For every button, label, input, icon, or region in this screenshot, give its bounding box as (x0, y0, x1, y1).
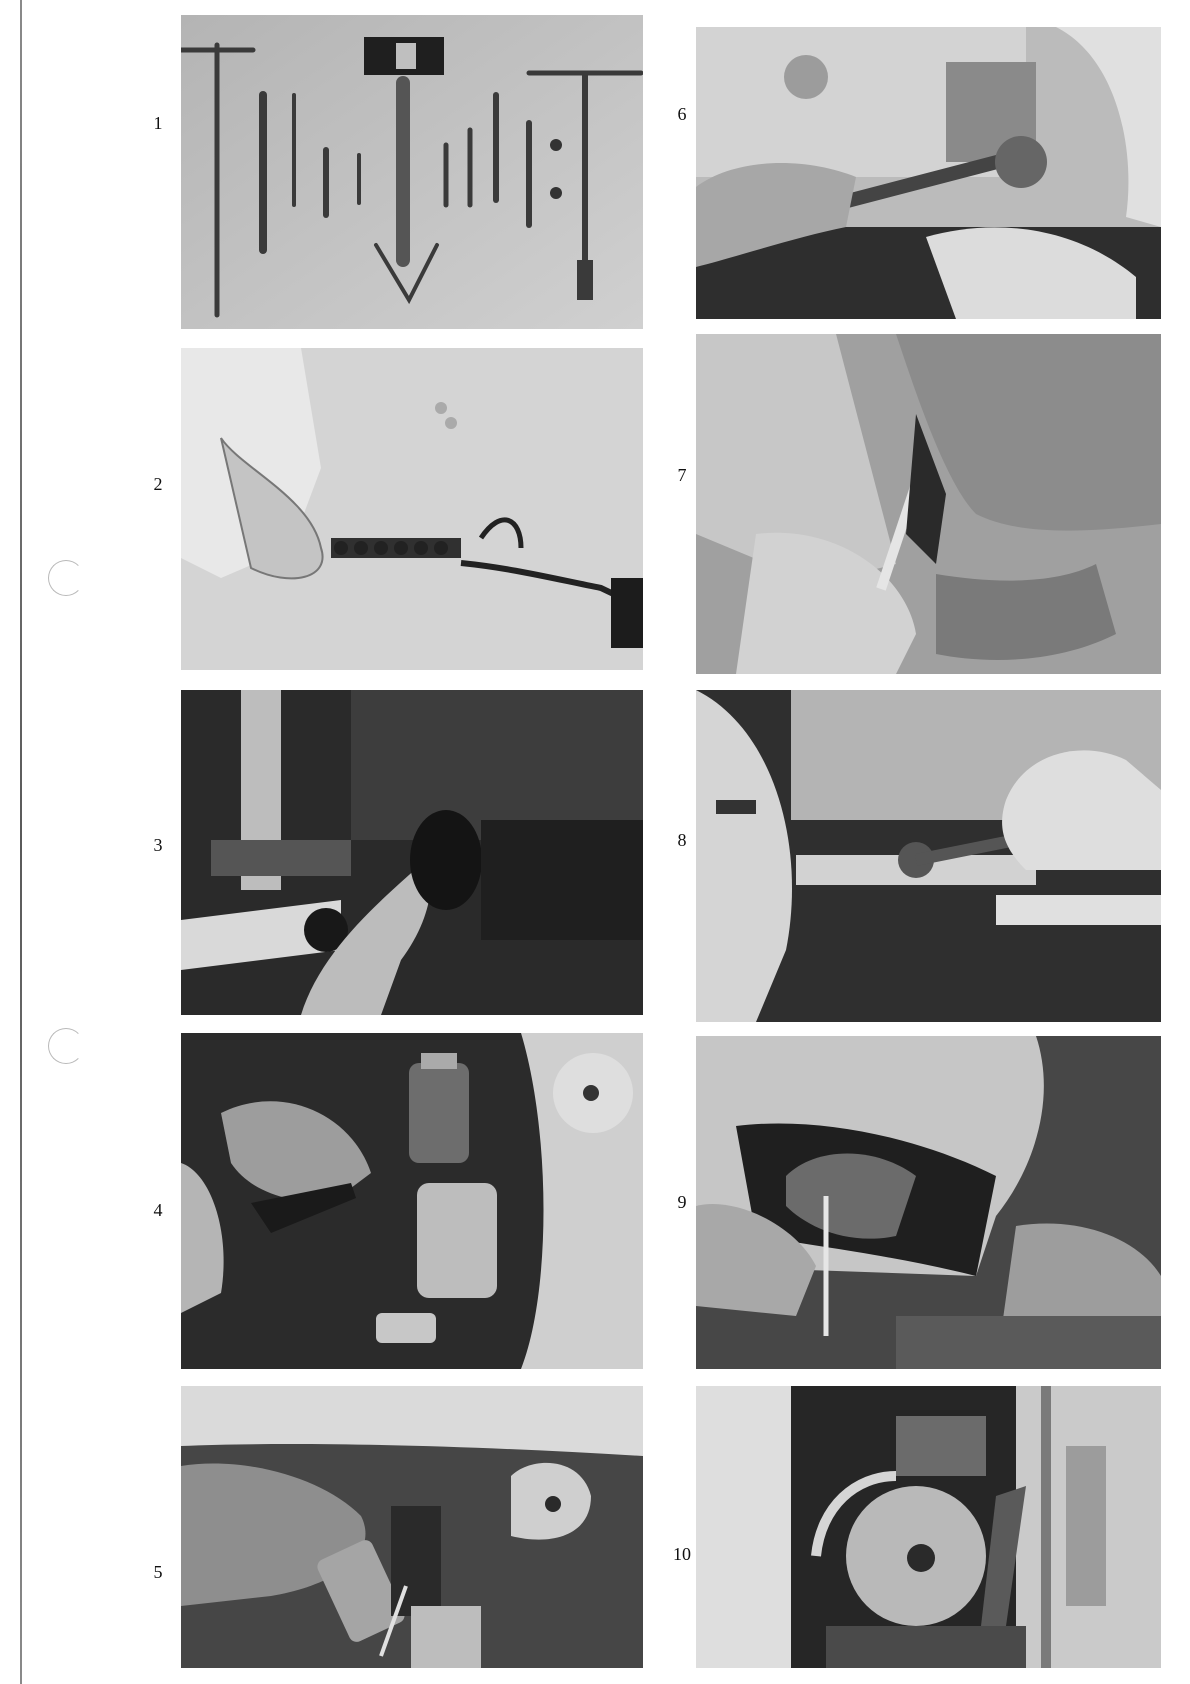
figure-number-5: 5 (153, 1562, 163, 1582)
figure-1-photo (181, 15, 643, 329)
figure-6-photo (696, 27, 1161, 319)
figure-2-photo (181, 348, 643, 670)
figure-7-photo (696, 334, 1161, 674)
figure-number-10: 10 (673, 1544, 691, 1564)
figure-number-7: 7 (677, 465, 687, 485)
figure-number-9: 9 (677, 1192, 687, 1212)
figure-3-photo (181, 690, 643, 1015)
figure-number-3: 3 (153, 835, 163, 855)
figure-number-6: 6 (677, 104, 687, 124)
binding-edge (20, 0, 22, 1684)
figure-4-photo (181, 1033, 643, 1369)
punch-hole-upper (48, 560, 84, 596)
figure-10-photo (696, 1386, 1161, 1668)
figure-number-4: 4 (153, 1200, 163, 1220)
punch-hole-lower (48, 1028, 84, 1064)
figure-number-8: 8 (677, 830, 687, 850)
figure-number-2: 2 (153, 474, 163, 494)
figure-8-photo (696, 690, 1161, 1022)
figure-9-photo (696, 1036, 1161, 1369)
figure-number-1: 1 (153, 113, 163, 133)
figure-5-photo (181, 1386, 643, 1668)
